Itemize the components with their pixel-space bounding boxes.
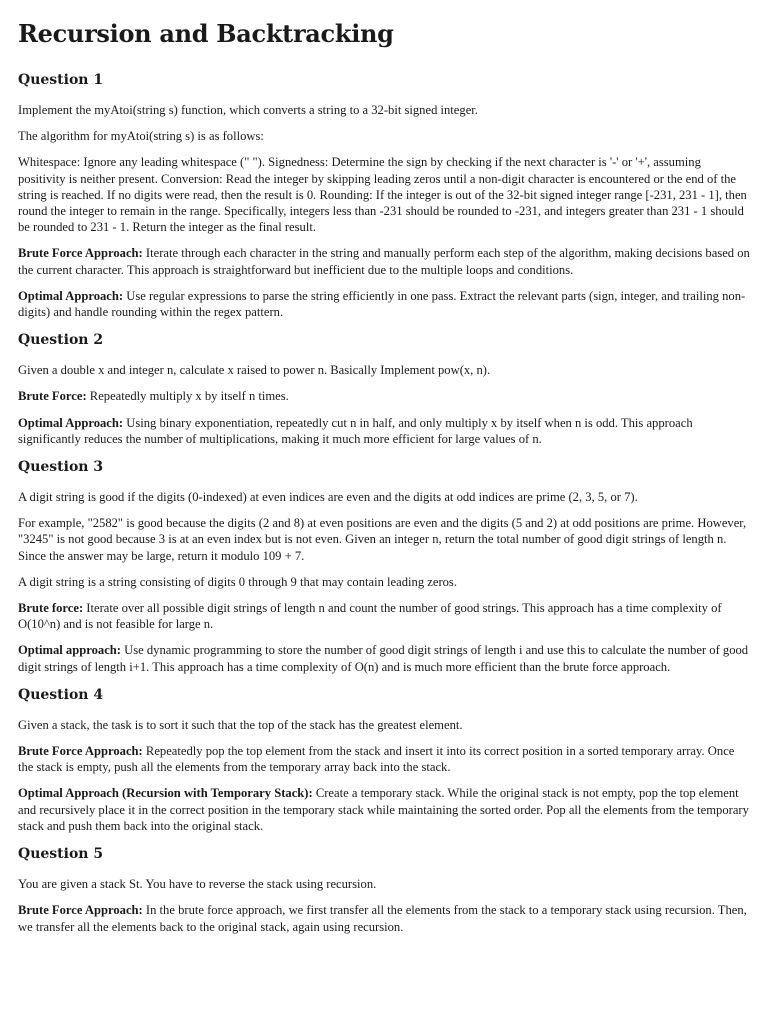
- question-heading: Question 3: [18, 459, 104, 476]
- paragraph-label: Optimal Approach:: [18, 415, 124, 430]
- paragraph-text: Use dynamic programming to store the number of good digit strings of length i and use this to calculate the number of good digit strings of length i+1. This approach has a time complexity of O(n) and is much more efficient than the brute force approach.: [18, 643, 749, 674]
- paragraph-text: Whitespace: Ignore any leading whitespace (" "). Signedness: Determine the sign by checking if the next character is '-' or '+', assuming positivity is neither present. Conversion: Read the integer by skipping leading zeros until a non-digit character is encountered or the end of the string is reached. If no digits were read, then the result is 0. Rounding: If the integer is out of the 32-bit signed integer range [-231, 231 - 1], then round the integer to remain in the range. Specifically, integers less than -231 should be rounded to -231, and integers greater than 231 - 1 should be rounded to 231 - 1. Return the integer as the final result.: [18, 155, 747, 235]
- paragraph-label: Optimal Approach (Recursion with Temporary Stack):: [18, 786, 313, 801]
- paragraph-text: For example, "2582" is good because the digits (2 and 8) at even positions are even and the digits (5 and 2) at odd positions are prime. However, "3245" is not good because 3 is at an even index but is not even. Given an integer n, return the total number of good digit strings of length n. Since the answer may be large, return it modulo 109 + 7.: [18, 516, 747, 563]
- paragraph: [18, 600, 750, 632]
- paragraph: [18, 288, 750, 320]
- paragraph-label: Optimal Approach:: [18, 288, 124, 303]
- paragraph-text: Using binary exponentiation, repeatedly cut n in half, and only multiply x by itself when n is odd. This approach significantly reduces the number of multiplications, making it much more efficient for large values of n.: [18, 415, 693, 446]
- paragraph-text: Given a stack, the task is to sort it such that the top of the stack has the greatest element.: [18, 717, 463, 732]
- paragraph-text: Use regular expressions to parse the string efficiently in one pass. Extract the relevant parts (sign, integer, and trailing non-digits) and handle rounding within the regex pattern.: [18, 288, 746, 320]
- paragraph: [18, 515, 750, 564]
- paragraph: [18, 717, 750, 733]
- paragraph: [18, 415, 750, 447]
- paragraph: [18, 574, 750, 590]
- paragraph-label: Brute force:: [18, 601, 84, 616]
- paragraph-text: Repeatedly multiply x by itself n times.: [86, 389, 289, 404]
- paragraph: [18, 642, 750, 674]
- paragraph-label: Brute Force Approach:: [18, 744, 143, 759]
- question-heading: Question 4: [18, 686, 104, 703]
- paragraph-text: Implement the myAtoi(string s) function, which converts a string to a 32-bit signed integer.: [18, 103, 478, 117]
- question-3-section: [18, 457, 750, 675]
- paragraph-text: The algorithm for myAtoi(string s) is as follows:: [18, 129, 264, 144]
- paragraph-label: Brute Force:: [18, 389, 87, 404]
- paragraph-text: Create a temporary stack. While the original stack is not empty, pop the top element and recursively place it in the correct position in the temporary stack while maintaining the sorted order. Pop all the elements from the temporary stack and push them back into the original stack.: [18, 786, 749, 833]
- paragraph-text: Iterate through each character in the string and manually perform each step of the algorithm, making decisions based on the current character. This approach is straightforward but inefficient due to the multiple loops and conditions.: [18, 246, 750, 277]
- paragraph-text: A digit string is a string consisting of digits 0 through 9 that may contain leading zeros.: [18, 574, 457, 589]
- question-1-section: [18, 70, 750, 320]
- paragraph: [18, 489, 750, 505]
- question-heading: Question 1: [18, 72, 104, 88]
- paragraph: [18, 876, 750, 892]
- paragraph: [18, 102, 750, 118]
- question-heading: Question 5: [18, 846, 104, 863]
- paragraph-text: A digit string is good if the digits (0-indexed) at even indices are even and the digits at odd indices are prime (2, 3, 5, or 7).: [18, 490, 638, 505]
- paragraph-text: Repeatedly pop the top element from the stack and insert it into its correct position in a sorted temporary array. Once the stack is empty, push all the elements from the temporary array back into the stack.: [18, 744, 735, 775]
- paragraph-label: Brute Force Approach:: [18, 246, 143, 261]
- question-2-section: [18, 330, 750, 447]
- question-heading: Question 2: [18, 332, 104, 349]
- paragraph: [18, 388, 750, 404]
- paragraph: [18, 128, 750, 144]
- page-title: Recursion and Backtracking: [18, 19, 394, 48]
- paragraph-label: Brute Force Approach:: [18, 903, 143, 918]
- paragraph-label: Optimal approach:: [18, 643, 121, 658]
- paragraph-text: Given a double x and integer n, calculate x raised to power n. Basically Implement pow(x, n).: [18, 363, 491, 378]
- paragraph: [18, 902, 750, 934]
- paragraph: [18, 785, 750, 834]
- paragraph: [18, 362, 750, 378]
- paragraph-text: In the brute force approach, we first transfer all the elements from the stack to a temporary stack using recursion. Then, we transfer all the elements back to the original stack, again using recursion.: [18, 903, 747, 934]
- paragraph: [18, 154, 750, 235]
- question-4-section: [18, 685, 750, 834]
- paragraph: [18, 245, 750, 277]
- paragraph-text: You are given a stack St. You have to reverse the stack using recursion.: [18, 877, 377, 892]
- question-5-section: [18, 844, 750, 935]
- paragraph: [18, 743, 750, 775]
- paragraph-text: Iterate over all possible digit strings of length n and count the number of good strings. This approach has a time complexity of O(10^n) and is not feasible for large n.: [18, 601, 722, 632]
